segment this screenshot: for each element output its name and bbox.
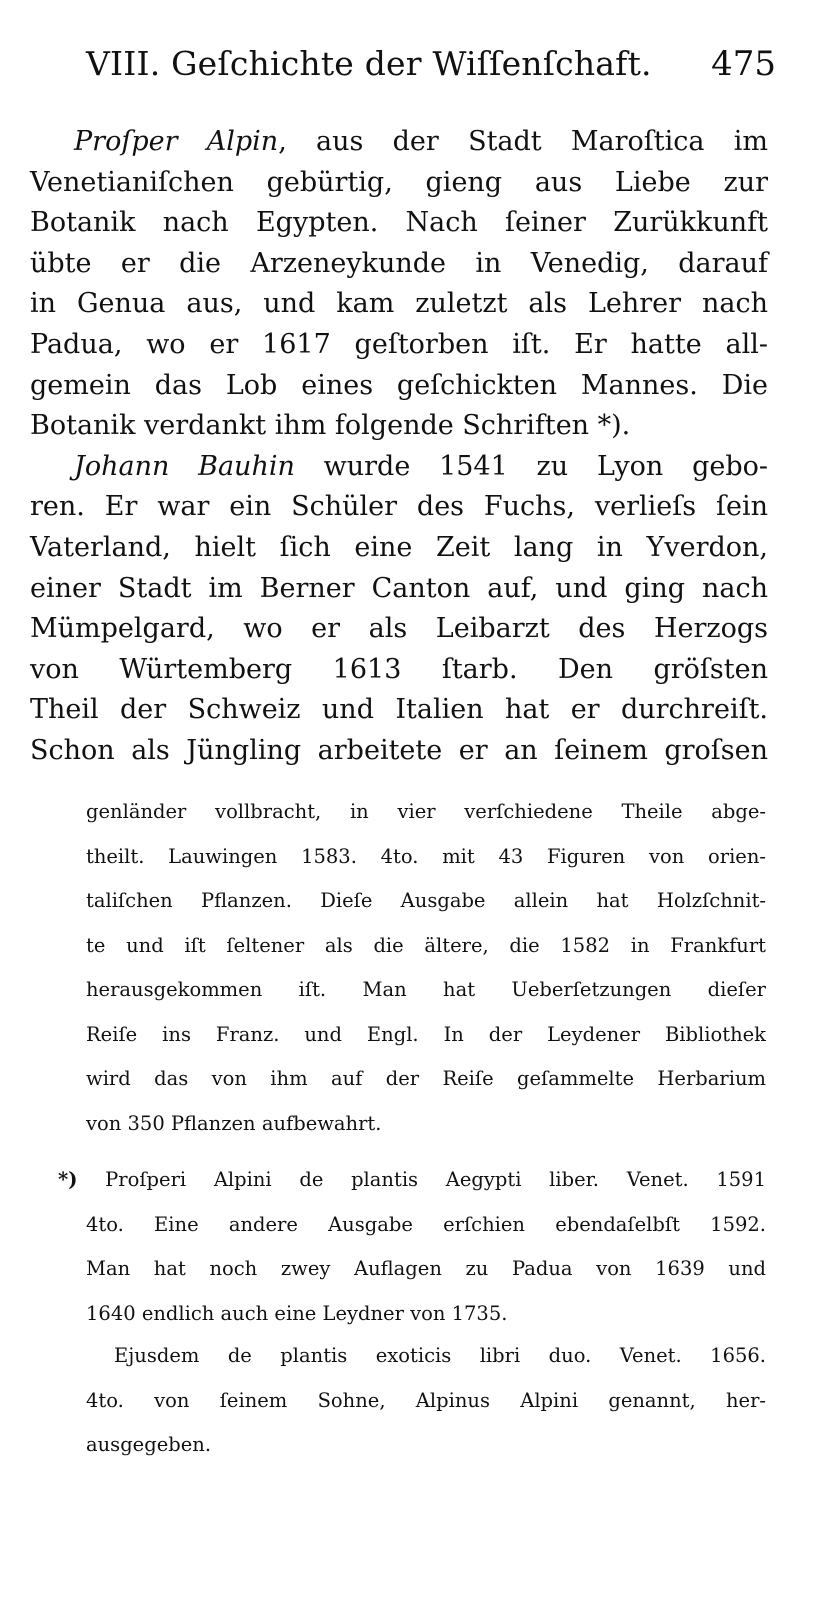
text-line: Johann Bauhin wurde 1541 zu Lyon gebo- (74, 450, 768, 482)
text-line: Proſper Alpin, aus der Stadt Maroſtica im (74, 126, 768, 157)
footnote-line: *) Proſperi Alpini de plantis Aegypti liber. Venet. 1591 (58, 1168, 766, 1191)
footnote-line: wird das von ihm auf der Reiſe geſammelte Herbarium (86, 1067, 766, 1090)
text-line: übte er die Arzeneykunde in Venedig, darauf (30, 247, 768, 279)
footnote-continuation (86, 790, 766, 1146)
text-line: Vaterland, hielt ſich eine Zeit lang in Yverdon, (30, 531, 768, 563)
person-name: Johann Bauhin (74, 450, 295, 482)
person-name: Proſper Alpin (74, 126, 279, 157)
text-line: Mümpelgard, wo er als Leibarzt des Herzogs (30, 613, 768, 645)
text-line: Schon als Jüngling arbeitete er an ſeinem groſsen (30, 734, 768, 766)
running-head: VIII. Geſchichte der Wiſſenſchaft. (86, 44, 652, 83)
text-line: Theil der Schweiz und Italien hat er durchreiſt. (30, 694, 768, 726)
text-line: ren. Er war ein Schüler des Fuchs, verlieſs ſein (30, 491, 768, 523)
text-line: Botanik nach Egypten. Nach ſeiner Zurükkunft (30, 207, 768, 239)
text-line: Botanik verdankt ihm folgende Schriften *). (30, 410, 631, 442)
page-number: 475 (711, 44, 776, 84)
footnote-line: 1640 endlich auch eine Leydner von 1735. (86, 1301, 508, 1325)
footnote-line: herausgekommen iſt. Man hat Ueberſetzungen dieſer (86, 978, 766, 1001)
text-line: in Genua aus, und kam zuletzt als Lehrer nach (30, 288, 768, 320)
text-line: Padua, wo er 1617 geſtorben iſt. Er hatte all- (30, 328, 768, 360)
footnote-line: Ejusdem de plantis exoticis libri duo. Venet. 1656. (114, 1344, 766, 1367)
footnote-line: 4to. von ſeinem Sohne, Alpinus Alpini genannt, her- (86, 1388, 766, 1412)
footnote-mark: *) (58, 1168, 78, 1191)
footnote-line: te und iſt ſeltener als die ältere, die 1582 in Frankfurt (86, 933, 766, 957)
text-line: von Würtemberg 1613 ſtarb. Den gröſsten (30, 653, 768, 685)
footnote-line: Man hat noch zwey Auflagen zu Padua von 1639 und (86, 1257, 766, 1280)
footnote-second-entry (86, 1334, 766, 1468)
footnote-line: Reiſe ins Franz. und Engl. In der Leydener Bibliothek (86, 1022, 766, 1046)
footnote-line: taliſchen Pflanzen. Dieſe Ausgabe allein hat Holzſchnit- (86, 889, 766, 912)
text-line: gemein das Lob eines geſchickten Mannes. Die (30, 369, 768, 401)
footnote-line: von 350 Pflanzen aufbewahrt. (86, 1111, 382, 1135)
text-line: einer Stadt im Berner Canton auf, und ging nach (30, 572, 768, 604)
page-header (86, 44, 776, 100)
footnote-line: ausgegeben. (86, 1433, 212, 1456)
footnote-line: genländer vollbracht, in vier verſchiedene Theile abge- (86, 800, 766, 823)
main-text (30, 122, 768, 772)
footnote (58, 1158, 766, 1336)
footnote-line: theilt. Lauwingen 1583. 4to. mit 43 Figuren von orien- (86, 844, 766, 868)
footnote-line: 4to. Eine andere Ausgabe erſchien ebendaſelbſt 1592. (86, 1212, 766, 1236)
text-line: Venetianiſchen gebürtig, gieng aus Liebe zur (30, 166, 768, 198)
